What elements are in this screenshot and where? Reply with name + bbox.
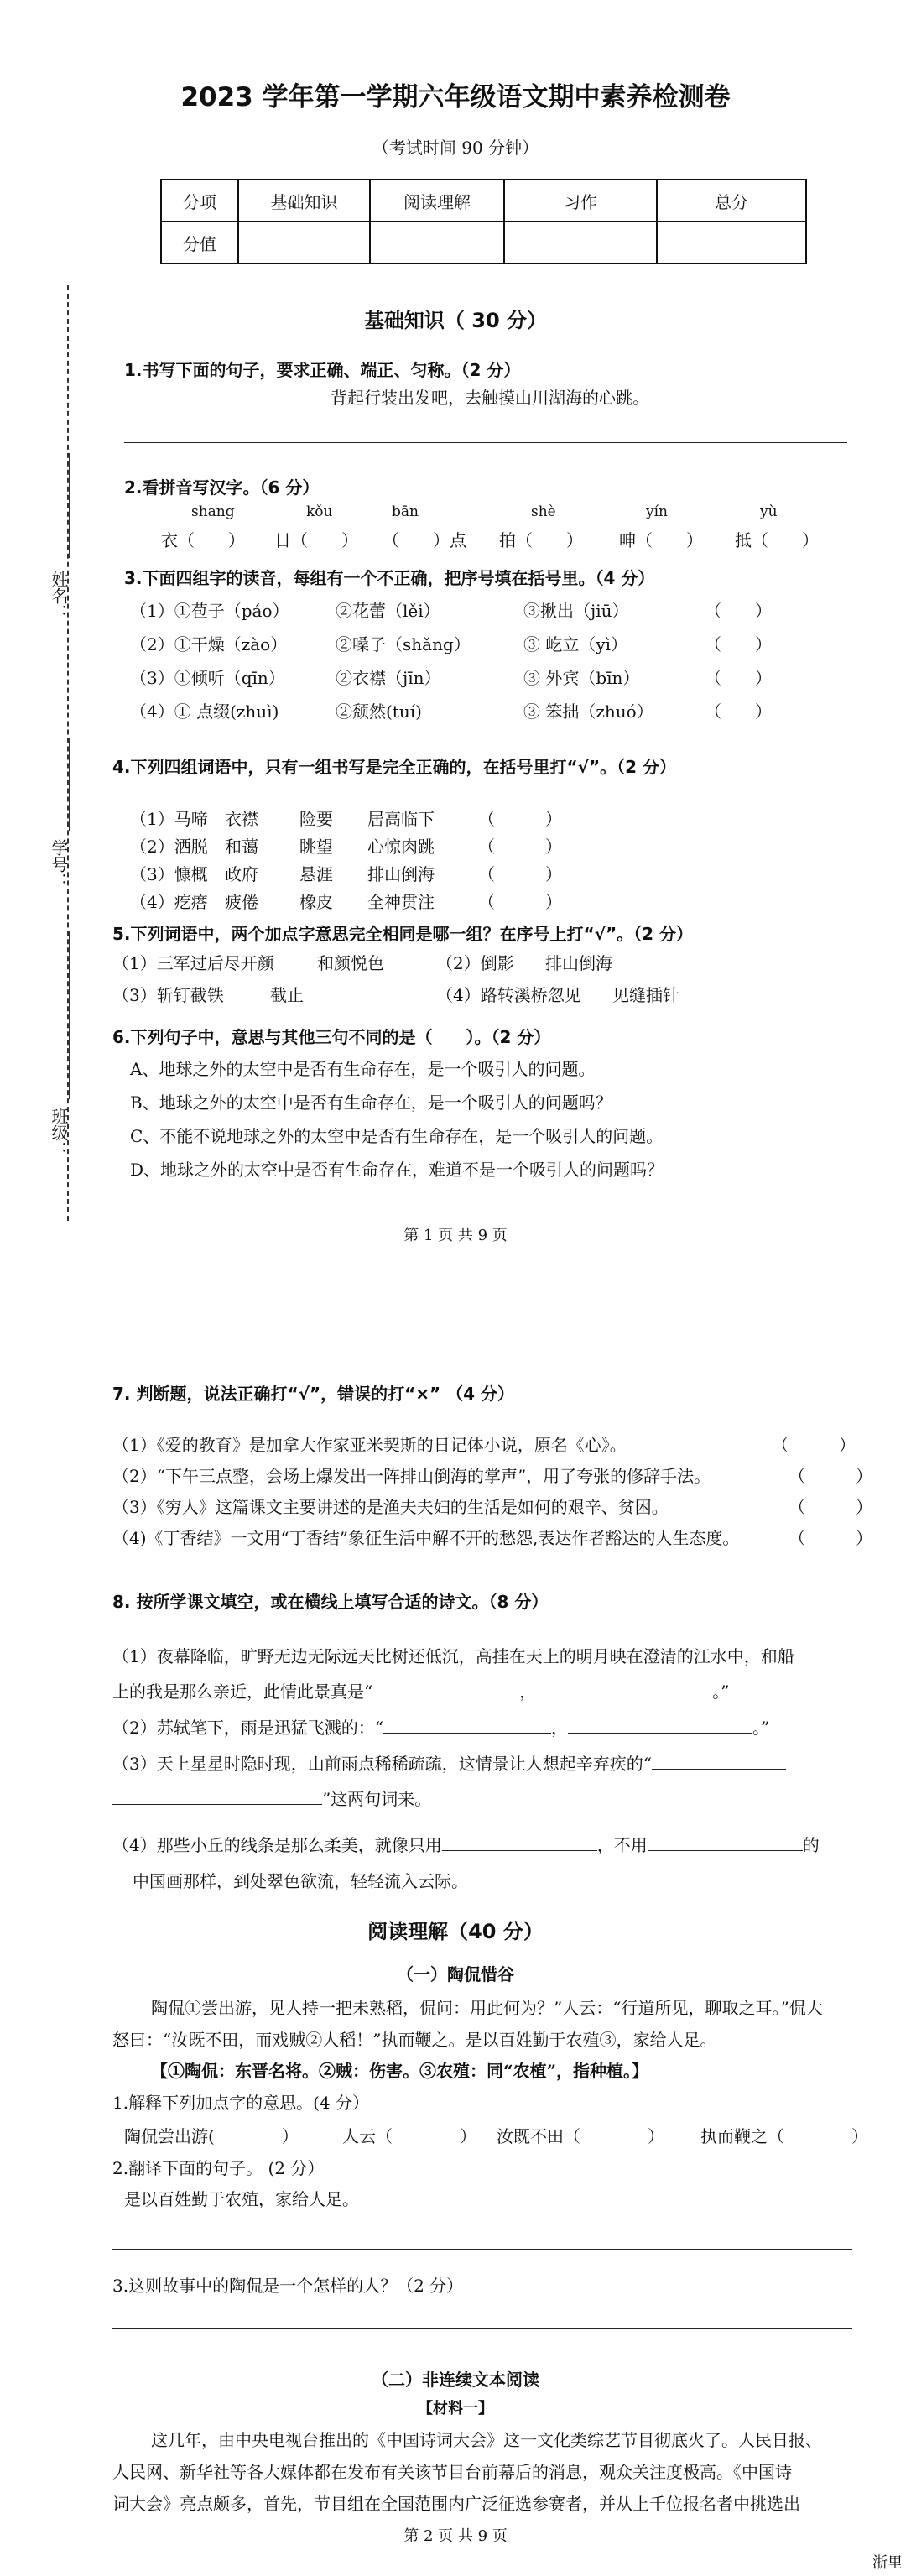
q6-option[interactable]: C、不能不说地球之外的太空中是否有生命存在，是一个吸引人的问题。 [130,1126,664,1146]
q4-cell: 险要 [299,809,333,829]
q8-blank[interactable] [383,1733,551,1734]
q7-answer[interactable]: （ ） [789,1528,872,1548]
score-cell: 习作 [504,180,657,222]
name-underline [69,453,70,558]
q2-item[interactable]: （ ）点 [383,530,466,550]
q3-answer[interactable]: （ ） [705,601,772,621]
score-input[interactable] [370,222,504,263]
watermark-corner: 浙里 [872,2554,903,2572]
answer-line[interactable] [112,2249,852,2250]
q5-item[interactable]: （2）倒影 [436,953,514,973]
material-label: 【材料一】 [418,2400,493,2417]
reading-q1-item[interactable]: 陶侃尝出游( ） [124,2126,299,2146]
q4-cell: 排山倒海 [367,864,435,884]
passage-line: 词大会》亮点颇多，首先，节目组在全国范围内广泛征选参赛者，并从上千位报名者中挑选出 [112,2494,800,2514]
q6-option[interactable]: B、地球之外的太空中是否有生命存在，是一个吸引人的问题吗？ [130,1092,612,1113]
q1-sentence: 背起行装出发吧，去触摸山川湖海的心跳。 [331,388,649,408]
q7-answer[interactable]: （ ） [789,1497,872,1517]
q5-item[interactable]: 和颜悦色 [317,953,384,973]
q8-blank[interactable] [112,1804,322,1805]
q4-answer[interactable]: （ ） [478,809,562,829]
q4-cell: 疲倦 [225,892,258,912]
q4-cell: （4）疙瘩 [130,892,208,912]
q3-answer[interactable]: （ ） [705,634,772,654]
q4-stem: 4.下列四组词语中，只有一组书写是完全正确的，在括号里打“√”。（2 分） [112,757,677,777]
passage1-title: （一）陶侃惜谷 [397,1964,514,1984]
score-input[interactable] [238,222,370,263]
page-title: 2023 学年第一学期六年级语文期中素养检测卷 [180,82,731,112]
class-label: 班级： [49,1108,69,1158]
q4-cell: 悬涯 [299,864,333,884]
reading-q1: 1.解释下列加点字的意思。(4 分） [112,2093,369,2113]
answer-line[interactable] [112,2328,852,2329]
q2-item[interactable]: 日（ ） [274,530,358,550]
passage-line: 怒曰：“汝既不田，而戏贼②人稻！”执而鞭之。是以百姓勤于农殖③，家给人足。 [112,2030,717,2050]
q8-text-part: 的 [802,1835,820,1855]
q7-item: （3）《穷人》这篇课文主要讲述的是渔夫夫妇的生活是如何的艰辛、贫困。 [112,1497,669,1517]
q7-item: （1）《爱的教育》是加拿大作家亚米契斯的日记体小说，原名《心》。 [112,1435,627,1455]
q4-answer[interactable]: （ ） [478,864,562,884]
q5-stem: 5.下列词语中，两个加点字意思完全相同是哪一组？在序号上打“√”。（2 分） [112,924,694,944]
q3-cell: （1）①苞子（páo） [130,601,289,621]
student-no-underline [69,738,70,831]
q7-answer[interactable]: （ ） [772,1435,856,1455]
q3-stem: 3.下面四组字的读音，每组有一个不正确，把序号填在括号里。（4 分） [124,568,655,588]
pinyin: shè [531,503,556,520]
q7-stem: 7. 判断题，说法正确打“√”，错误的打“×” （4 分） [112,1384,514,1404]
section-reading-title: 阅读理解（40 分） [367,1920,544,1943]
q2-item[interactable]: 呻（ ） [619,530,703,550]
pinyin: yín [646,503,668,520]
q8-blank[interactable] [568,1733,752,1734]
q6-option[interactable]: A、地球之外的太空中是否有生命存在，是一个吸引人的问题。 [130,1059,596,1079]
class-underline [69,931,70,1099]
reading-q3: 3.这则故事中的陶侃是一个怎样的人？（2 分） [112,2276,464,2296]
student-no-label: 学号： [49,839,69,889]
q8-text-part: 上的我是那么亲近，此情此景真是“ [112,1682,373,1702]
q3-cell: （2）①干燥（zào） [130,634,288,654]
section-basic-title: 基础知识（ 30 分） [363,309,548,332]
q7-item: （4)《丁香结》一文用“丁香结”象征生活中解不开的愁怨,表达作者豁达的人生态度。 [112,1528,740,1548]
reading-q1-item[interactable]: 执而鞭之（ ） [700,2126,868,2146]
q8-text [112,1678,729,1703]
q3-answer[interactable]: （ ） [705,668,772,688]
q5-item[interactable]: 见缝插针 [612,985,679,1005]
score-cell: 分项 [161,180,238,222]
q2-item[interactable]: 抵（ ） [735,530,819,550]
q4-cell: （2）洒脱 [130,837,208,857]
q4-answer[interactable]: （ ） [478,837,562,857]
q8-blank[interactable] [442,1850,597,1851]
q3-cell: （4）① 点缀(zhuì) [130,701,279,722]
q8-text: 中国画那样，到处翠色欲流，轻轻流入云际。 [133,1871,468,1891]
exam-time: （考试时间 90 分钟） [372,138,539,158]
score-cell: 总分 [657,180,806,222]
q8-blank[interactable] [652,1769,786,1770]
q8-blank[interactable] [648,1850,803,1851]
q4-cell: 政府 [225,864,258,884]
q2-stem: 2.看拼音写汉字。（6 分） [124,477,320,498]
score-cell: 分值 [161,222,238,263]
q4-cell: 心惊肉跳 [367,837,435,857]
q8-text-part: （3）天上星星时隐时现，山前雨点稀稀疏疏，这情景让人想起辛弃疾的“ [112,1754,652,1774]
pinyin: kǒu [306,503,333,520]
pinyin: yù [760,503,778,520]
q4-cell: 和蔼 [225,837,258,857]
q3-cell: ③ 笨拙（zhuó） [523,701,653,722]
q3-cell: ③ 外宾（bīn） [523,668,640,688]
q3-cell: （3）①倾听（qīn） [130,668,285,688]
q3-cell: ②颓然(tuí) [336,701,422,722]
q3-cell: ②嗓子（shǎng） [336,634,471,654]
passage-line: 陶侃①尝出游，见人持一把未熟稻，侃问：用此何为？”人云：“行道所见，聊取之耳。”侃大 [151,1998,823,2018]
q8-stem: 8. 按所学课文填空，或在横线上填写合适的诗文。（8 分） [112,1592,549,1612]
q8-punct: ， [519,1682,537,1702]
q8-text [112,1832,820,1856]
score-input[interactable] [504,222,657,263]
q4-cell: 居高临下 [367,809,435,829]
q8-text: （1）夜幕降临，旷野无边无际远天比树还低沉，高挂在天上的明月映在澄清的江水中，和船 [112,1646,794,1666]
q8-punct: 。” [712,1682,730,1702]
q2-item[interactable]: 拍（ ） [499,530,583,550]
page-footer: 第 1 页 共 9 页 [403,1227,508,1244]
q3-cell: ③揪出（jiū） [523,601,629,621]
passage2-title: （二）非连续文本阅读 [372,2370,539,2390]
q8-punct: 。” [752,1718,770,1738]
name-label: 姓名： [49,571,69,621]
score-cell: 阅读理解 [370,180,504,222]
q8-text [112,1786,431,1810]
q8-text [112,1714,769,1739]
q8-text [112,1750,786,1775]
q8-text-part: （2）苏轼笔下，雨是迅猛飞溅的：“ [112,1718,383,1738]
q4-cell: （3）慷概 [130,864,208,884]
pinyin: bān [392,503,419,520]
passage-line: 这几年，由中央电视台推出的《中国诗词大会》这一文化类综艺节目彻底火了。人民日报、 [151,2430,822,2450]
reading-q2: 2.翻译下面的句子。 (2 分） [112,2158,325,2178]
q5-item[interactable]: （3）斩钉截铁 [112,985,224,1005]
q5-item[interactable]: （1）三军过后尽开颜 [112,953,274,973]
q4-cell: 衣襟 [225,809,258,829]
score-cell: 基础知识 [238,180,370,222]
q7-item: （2）“下午三点整，会场上爆发出一阵排山倒海的掌声”，用了夸张的修辞手法。 [112,1466,711,1486]
q4-cell: 眺望 [299,837,333,857]
q6-option[interactable]: D、地球之外的太空中是否有生命存在，难道不是一个吸引人的问题吗？ [130,1160,664,1180]
q3-answer[interactable]: （ ） [705,701,772,722]
q4-answer[interactable]: （ ） [478,892,562,912]
q5-item[interactable]: 排山倒海 [545,953,612,973]
q5-item[interactable]: （4）路转溪桥忽见 [436,985,581,1005]
q3-cell: ②花蕾（lěi） [336,601,440,621]
q4-cell: 全神贯注 [367,892,435,912]
q5-item[interactable]: 截止 [270,985,304,1005]
q8-text-part: （4）那些小丘的线条是那么柔美，就像只用 [112,1835,442,1855]
page-footer: 第 2 页 共 9 页 [403,2527,508,2545]
q6-stem: 6.下列句子中，意思与其他三句不同的是（ ）。（2 分） [112,1027,551,1047]
score-input[interactable] [657,222,806,263]
q8-text-part: ，不用 [596,1835,648,1855]
reading-q1-item[interactable]: 人云（ ） [342,2126,476,2146]
q2-item[interactable]: 衣（ ） [161,530,245,550]
q8-text-part: ”这两句词来。 [322,1789,432,1809]
q3-cell: ②衣襟（jīn） [336,668,441,688]
passage-note: 【①陶侃：东晋名将。②贼：伤害。③农殖：同“农植”，指种植。】 [151,2061,649,2081]
q8-punct: ， [550,1718,568,1738]
q1-stem: 1.书写下面的句子，要求正确、端正、匀称。（2 分） [124,360,521,380]
q7-answer[interactable]: （ ） [789,1466,872,1486]
q4-cell: 橡皮 [299,892,333,912]
passage-line: 人民网、新华社等各大媒体都在发布有关该节目台前幕后的消息，观众关注度极高。《中国诗 [112,2462,792,2482]
pinyin: shang [191,503,235,520]
reading-q1-item[interactable]: 汝既不田（ ） [497,2126,664,2146]
q3-cell: ③ 屹立（yì） [523,634,628,654]
reading-q2-sentence: 是以百姓勤于农殖，家给人足。 [124,2189,359,2209]
q1-answer-line[interactable] [124,442,847,443]
q4-cell: （1）马啼 [130,809,208,829]
score-table [160,179,807,264]
